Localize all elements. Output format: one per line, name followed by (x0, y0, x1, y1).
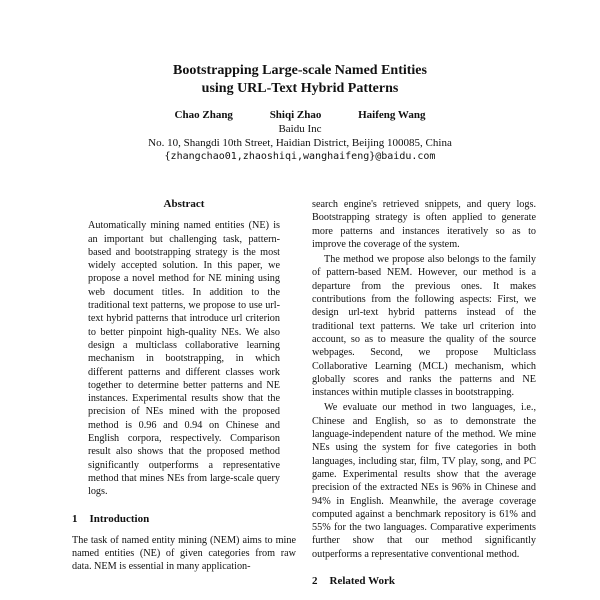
author-name: Shiqi Zhao (269, 109, 322, 121)
paper-title (0, 62, 600, 98)
left-column (72, 198, 296, 574)
author-names (0, 108, 600, 122)
related-work-heading (312, 575, 536, 588)
address: No. 10, Shangdi 10th Street, Haidian District, Beijing 100085, China (148, 137, 452, 149)
section-title: Related Work (329, 575, 395, 588)
author-block (0, 108, 600, 164)
title-line-1: Bootstrapping Large-scale Named Entities (173, 63, 427, 78)
section-number: 1 (72, 512, 78, 525)
abstract-text: Automatically mining named entities (NE) is an important but challenging task, pattern-based and bootstrapping strategy is the most widely accepted solution. In this paper, we propose a novel method for NE mining using web document titles. In addition to the traditional text patterns, we propose to use url-text hybrid patterns that introduce url criterion to better pinpoint high-quality NEs. We also design a multiclass collaborative learning mechanism in bootstrapping, in which different patterns and different classes work together to determine better patterns and NE instances. Experimental results show that the precision of NEs mined with the proposed method is 0.96 and 0.94 on Chinese and English corpora, respectively. Comparison result also shows that the proposed method significantly outperforms a representative method that mines NEs from large-scale query logs. (88, 220, 280, 498)
author-name: Chao Zhang (174, 109, 233, 121)
author-name: Haifeng Wang (358, 109, 426, 121)
paragraph: We evaluate our method in two languages, i.e., Chinese and English, so as to demonstrate the language-independent nature of the method. We mine NEs using the system for five categories in both languages, including star, film, TV play, song, and PC game. Experimental results show that the average precision of the extracted NEs is 96% in Chinese and 94% in English. Meanwhile, the average coverage computed against a benchmark repository is 61% and 55% for the two languages. Comparative experiments further show that our method significantly outperforms a representative conventional method. (312, 402, 536, 560)
abstract-body (72, 219, 296, 498)
introduction-text: The task of named entity mining (NEM) aims to mine named entities (NE) of given categories from raw data. NEM is essential in many application- (72, 534, 296, 573)
introduction-heading (72, 513, 296, 526)
section-title: Introduction (89, 512, 150, 525)
section-number: 2 (312, 575, 318, 588)
paragraph: search engine's retrieved snippets, and query logs. Bootstrapping strategy is often applied to generate more patterns and instances iteratively so as to improve the coverage of the system. (312, 199, 536, 250)
affiliation: Baidu Inc (278, 123, 322, 135)
paragraph: The method we propose also belongs to the family of pattern-based NEM. However, our method is a departure from the previous ones. It makes contributions from the following aspects: First, we design url-text hybrid patterns instead of the traditional text patterns. We take url criterion into account, so as to measure the quality of the source webpages. Second, we propose Multiclass Collaborative Learning (MCL) mechanism, which globally scores and ranks the patterns and NE instances within mutiple classes in bootstrapping. (312, 254, 536, 399)
title-line-2: using URL-Text Hybrid Patterns (201, 81, 399, 96)
right-column (312, 198, 536, 596)
email: {zhangchao01,zhaoshiqi,wanghaifeng}@baidu.com (164, 151, 436, 162)
abstract-heading: Abstract (163, 198, 205, 210)
